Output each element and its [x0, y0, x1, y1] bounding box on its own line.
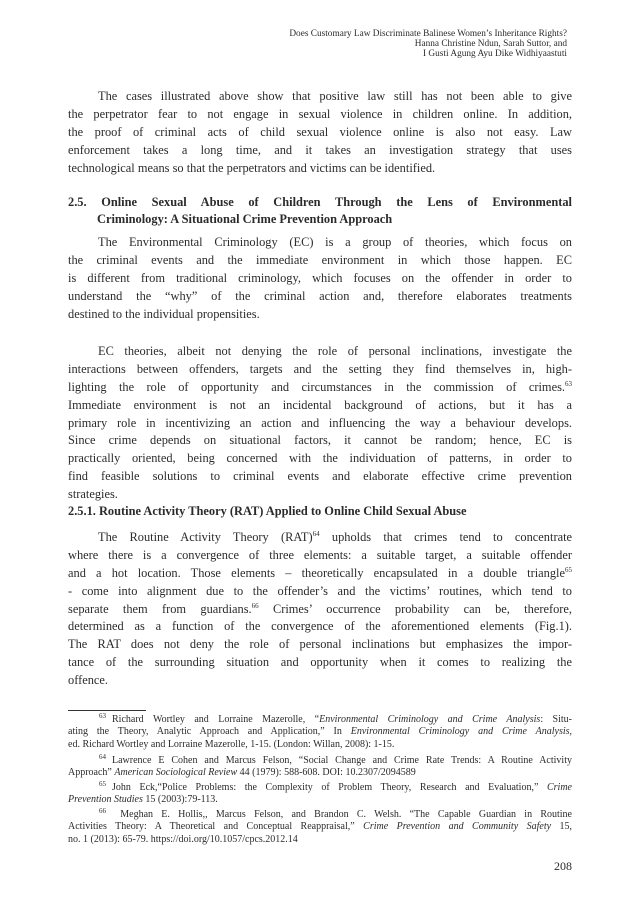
text-line: the proof of criminal acts of child sexual violence online is also not easy. Law — [68, 124, 572, 139]
text-line — [68, 726, 572, 738]
text-line: the criminal events and the immediate environment in which those happen. EC — [68, 252, 572, 267]
footnote-reference[interactable]: 63 — [565, 379, 572, 388]
text-line: strategies. — [68, 487, 118, 502]
text-line: interactions between offenders, targets and the setting they find themselves in, high- — [68, 361, 572, 376]
text-line: 2.5.1. Routine Activity Theory (RAT) Applied to Online Child Sexual Abuse — [68, 504, 467, 518]
footnote-reference[interactable]: 65 — [99, 780, 106, 788]
text-segment: ating the Theory, Analytic Approach and Application,” In — [68, 726, 351, 738]
text-segment: Crime Prevention and Community Safety — [363, 821, 552, 833]
text-line: the perpetrator fear to not engage in sexual violence in children online. In addition, — [68, 106, 572, 121]
text-segment: Crimes’ occurrence probability can be, therefore, — [258, 601, 572, 616]
running-header-authors-cont: I Gusti Agung Ayu Dike Widhiyaastuti — [423, 49, 567, 59]
text-line: offence. — [68, 673, 109, 688]
text-segment: , — [569, 726, 573, 738]
footnote-reference[interactable]: 64 — [312, 530, 320, 538]
footnote-separator — [68, 710, 146, 711]
text-line: destined to the individual propensities. — [68, 306, 260, 321]
text-segment: lighting the role of opportunity and circumstances in the commission of crimes. — [68, 379, 565, 394]
text-line — [68, 821, 572, 833]
text-segment: 15 (2003):79-113. — [142, 794, 218, 806]
footnote — [68, 782, 572, 807]
paragraph — [68, 88, 572, 177]
paragraph — [68, 343, 572, 504]
text-segment: Richard Wortley and Lorraine Mazerolle, “ — [112, 714, 320, 725]
text-line: tance of the surrounding situation and opportunity when it comes to realizing the — [68, 655, 572, 670]
footnote-reference[interactable]: 63 — [99, 712, 106, 720]
footnote — [68, 714, 572, 751]
text-segment: : Situ- — [540, 714, 573, 725]
text-segment: John Eck,“Police Problems: the Complexity of Problem Theory, Research and Evaluation,” — [112, 782, 547, 793]
text-line: enforcement takes a long time, and it takes an investigation strategy that uses — [68, 142, 572, 157]
text-segment: Approach” — [68, 767, 115, 779]
text-line — [68, 794, 572, 806]
text-line: technological means so that the perpetrators and victims can be identified. — [68, 160, 436, 175]
footnote — [68, 809, 572, 846]
text-line: Criminology: A Situational Crime Prevention Approach — [97, 212, 393, 226]
text-line — [68, 755, 572, 767]
running-header-title: Does Customary Law Discriminate Balinese Women’s Inheritance Rights? — [289, 29, 567, 39]
text-line: no. 1 (2013): 65-79. https://doi.org/10.1057/cpcs.2012.14 — [68, 833, 298, 845]
text-segment: Environmental Criminology and Crime Analysis — [319, 714, 541, 725]
text-segment: 15, — [551, 821, 573, 833]
footnote — [68, 755, 572, 780]
text-segment: Environmental Criminology and Crime Analysis — [350, 726, 570, 738]
text-line: primary role in incentivizing an action and influencing the way a behaviour develops. — [68, 415, 572, 430]
footnote-reference[interactable]: 64 — [99, 753, 106, 761]
text-segment: upholds that crimes tend to concentrate — [319, 530, 573, 544]
text-line — [68, 809, 572, 821]
text-line — [68, 782, 572, 794]
text-line: find feasible solutions to criminal events and elaborate effective crime prevention — [68, 469, 572, 484]
text-line — [68, 565, 572, 583]
text-line: The Environmental Criminology (EC) is a group of theories, which focus on — [98, 235, 572, 249]
text-line — [68, 714, 572, 726]
text-segment: Activities Theory: A Theoretical and Conceptual Reappraisal,” — [68, 821, 364, 833]
text-line: EC theories, albeit not denying the role of personal inclinations, investigate the — [98, 344, 572, 358]
paragraph — [68, 234, 572, 323]
text-segment: Crime — [547, 782, 572, 793]
footnote-reference[interactable]: 66 — [99, 807, 106, 815]
text-line: The cases illustrated above show that positive law still has not been able to give — [98, 89, 572, 103]
text-line: The RAT does not deny the role of personal inclinations but emphasizes the impor- — [68, 637, 572, 652]
text-segment: Prevention Studies — [68, 794, 143, 806]
text-segment: Lawrence E Cohen and Marcus Felson, “Social Change and Crime Rate Trends: A Routine Activity — [112, 755, 572, 766]
text-line: practically oriented, being concerned with the individuation of patterns, in order to — [68, 451, 572, 466]
running-header-authors: Hanna Christine Ndun, Sarah Suttor, and — [414, 39, 567, 49]
text-line: is different from traditional criminology, which focuses on the offender in order to — [68, 270, 572, 285]
text-line: understand the “why” of the criminal action and, therefore elaborates treatments — [68, 288, 572, 303]
paragraph — [68, 529, 572, 690]
text-segment: and a hot location. Those elements – theoretically encapsulated in a double triangle — [68, 565, 565, 580]
text-line — [68, 767, 572, 779]
text-segment: The Routine Activity Theory (RAT) — [98, 530, 313, 544]
text-line: 2.5. Online Sexual Abuse of Children Through the Lens of Environmental — [68, 195, 572, 209]
text-line — [68, 529, 572, 547]
text-segment: Meghan E. Hollis,, Marcus Felson, and Brandon C. Welsh. “The Capable Guardian in Routine — [112, 809, 572, 820]
text-segment: 44 (1979): 588-608. DOI: 10.2307/2094589 — [237, 767, 416, 779]
text-line: - come into alignment due to the offender’s and the victims’ routines, which tend to — [68, 583, 572, 598]
text-segment: American Sociological Review — [114, 767, 238, 779]
text-line: Immediate environment is not an incidental background of actions, but it has a — [68, 397, 572, 412]
section-heading — [68, 503, 572, 520]
footnote-reference[interactable]: 66 — [251, 601, 259, 610]
text-line — [68, 379, 572, 397]
text-segment: separate them from guardians. — [68, 601, 252, 616]
footnote-reference[interactable]: 65 — [565, 565, 572, 574]
section-heading — [68, 194, 572, 228]
text-line: where there is a convergence of three elements: a suitable target, a suitable offender — [68, 547, 572, 562]
text-line: determined as a function of the convergence of the aforementioned elements (Fig.1). — [68, 619, 572, 634]
text-line: Since crime depends on situational factors, it cannot be random; hence, EC is — [68, 433, 572, 448]
page-number: 208 — [554, 859, 572, 873]
text-line: ed. Richard Wortley and Lorraine Mazerolle, 1-15. (London: Willan, 2008): 1-15. — [68, 738, 395, 750]
text-line — [68, 601, 572, 619]
